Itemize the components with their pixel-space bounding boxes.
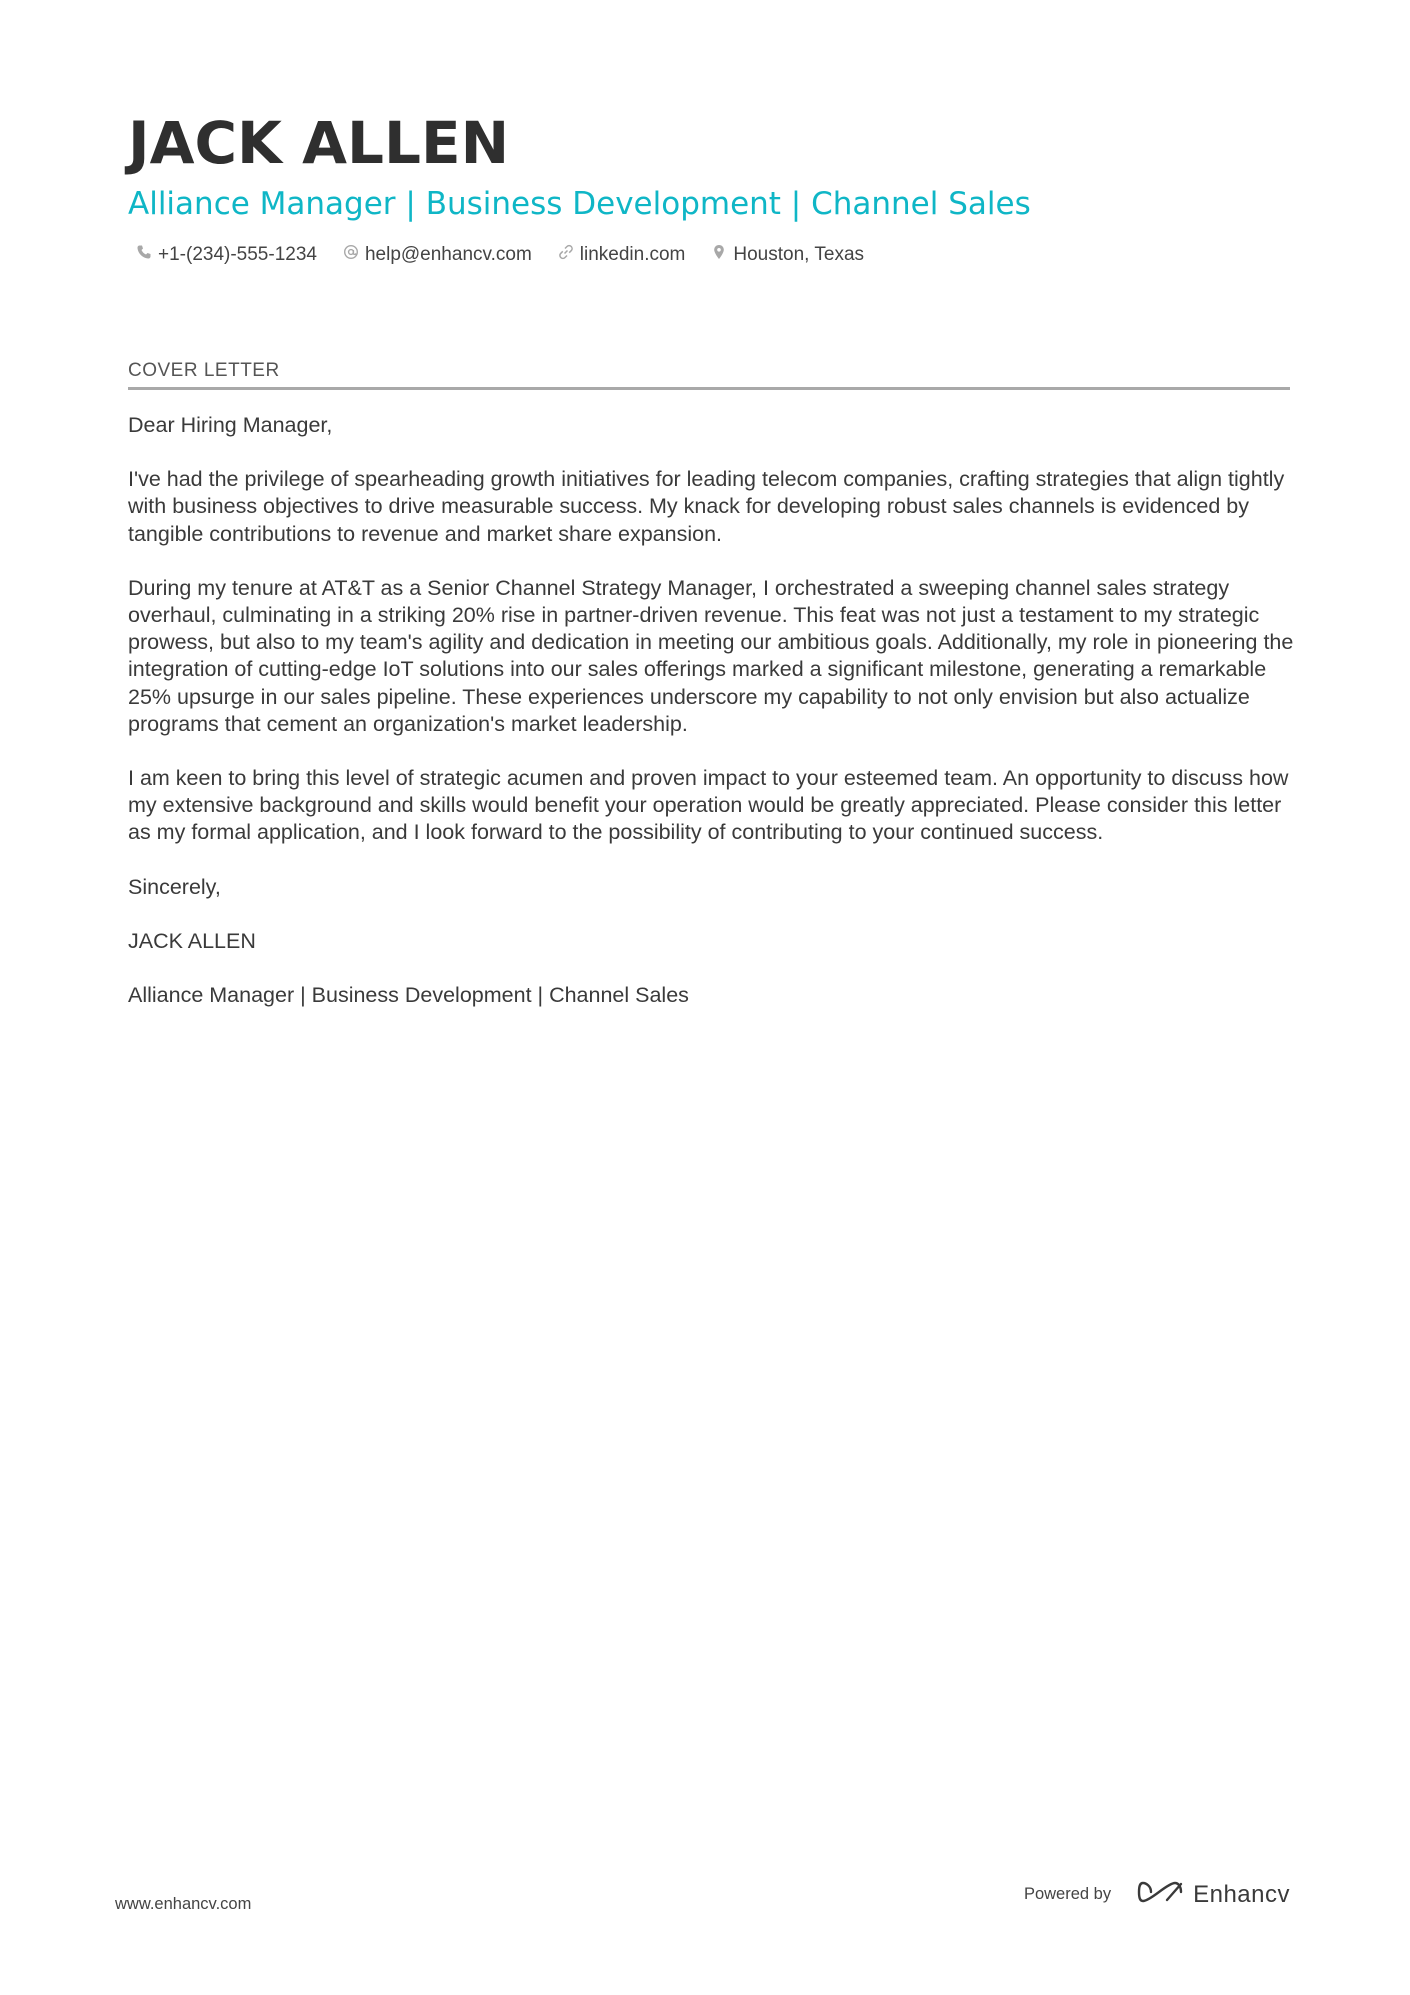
link-icon: [558, 242, 574, 268]
letter-paragraph: I've had the privilege of spearheading growth initiatives for leading telecom companies, crafting strategies that align tightly with business objectives to drive measurable success. My knack for developing robust sales channels is evidenced by tangible contributions to revenue and market share expansion.: [128, 467, 1285, 546]
phone-text: +1-(234)-555-1234: [158, 244, 317, 265]
contact-link[interactable]: [558, 242, 686, 268]
email-text: help@enhancv.com: [364, 244, 532, 265]
contact-location: [711, 242, 864, 268]
candidate-headline: Alliance Manager | Business Development | Channel Sales: [128, 186, 1031, 222]
enhancv-logo-icon: [1137, 1880, 1183, 1909]
footer-website[interactable]: www.enhancv.com: [115, 1895, 252, 1913]
candidate-name: JACK ALLEN: [128, 109, 510, 177]
letter-closing: Sincerely,: [128, 874, 221, 899]
at-icon: [343, 242, 359, 268]
contact-email[interactable]: [343, 242, 532, 268]
contact-phone: [136, 242, 317, 268]
header: [128, 108, 1288, 268]
powered-by-label: Powered by: [1023, 1885, 1112, 1903]
phone-icon: [136, 242, 152, 268]
signature-name: JACK ALLEN: [128, 928, 256, 953]
enhancv-brand[interactable]: [1137, 1880, 1290, 1909]
link-text: linkedin.com: [579, 244, 686, 265]
footer-branding: [1024, 1880, 1290, 1909]
location-pin-icon: [711, 242, 727, 268]
section-title-cover-letter: COVER LETTER: [128, 359, 1290, 390]
contact-info: [128, 242, 1288, 268]
enhancv-brand-text: Enhancv: [1193, 1880, 1290, 1908]
letter-paragraph: I am keen to bring this level of strategic acumen and proven impact to your esteemed team. An opportunity to discuss how my extensive background and skills would benefit your operation would be greatly appreciated. Please consider this letter as my formal application, and I look forward to the possibility of contributing to your continued success.: [128, 766, 1289, 845]
letter-greeting: Dear Hiring Manager,: [128, 413, 333, 437]
letter-paragraph: During my tenure at AT&T as a Senior Channel Strategy Manager, I orchestrated a sweeping channel sales strategy overhaul, culminating in a striking 20% rise in partner-driven revenue. This feat was not just a testament to my strategic prowess, but also to my team's agility and dedication in meeting our ambitious goals. Additionally, my role in pioneering the integration of cutting-edge IoT solutions into our sales offerings marked a significant milestone, generating a remarkable 25% upsurge in our sales pipeline. These experiences underscore my capability to not only envision but also actualize programs that cement an organization's market leadership.: [128, 575, 1294, 736]
location-text: Houston, Texas: [733, 244, 865, 265]
letter-body: [128, 412, 1298, 1036]
signature-title: Alliance Manager | Business Development | Channel Sales: [128, 983, 689, 1008]
